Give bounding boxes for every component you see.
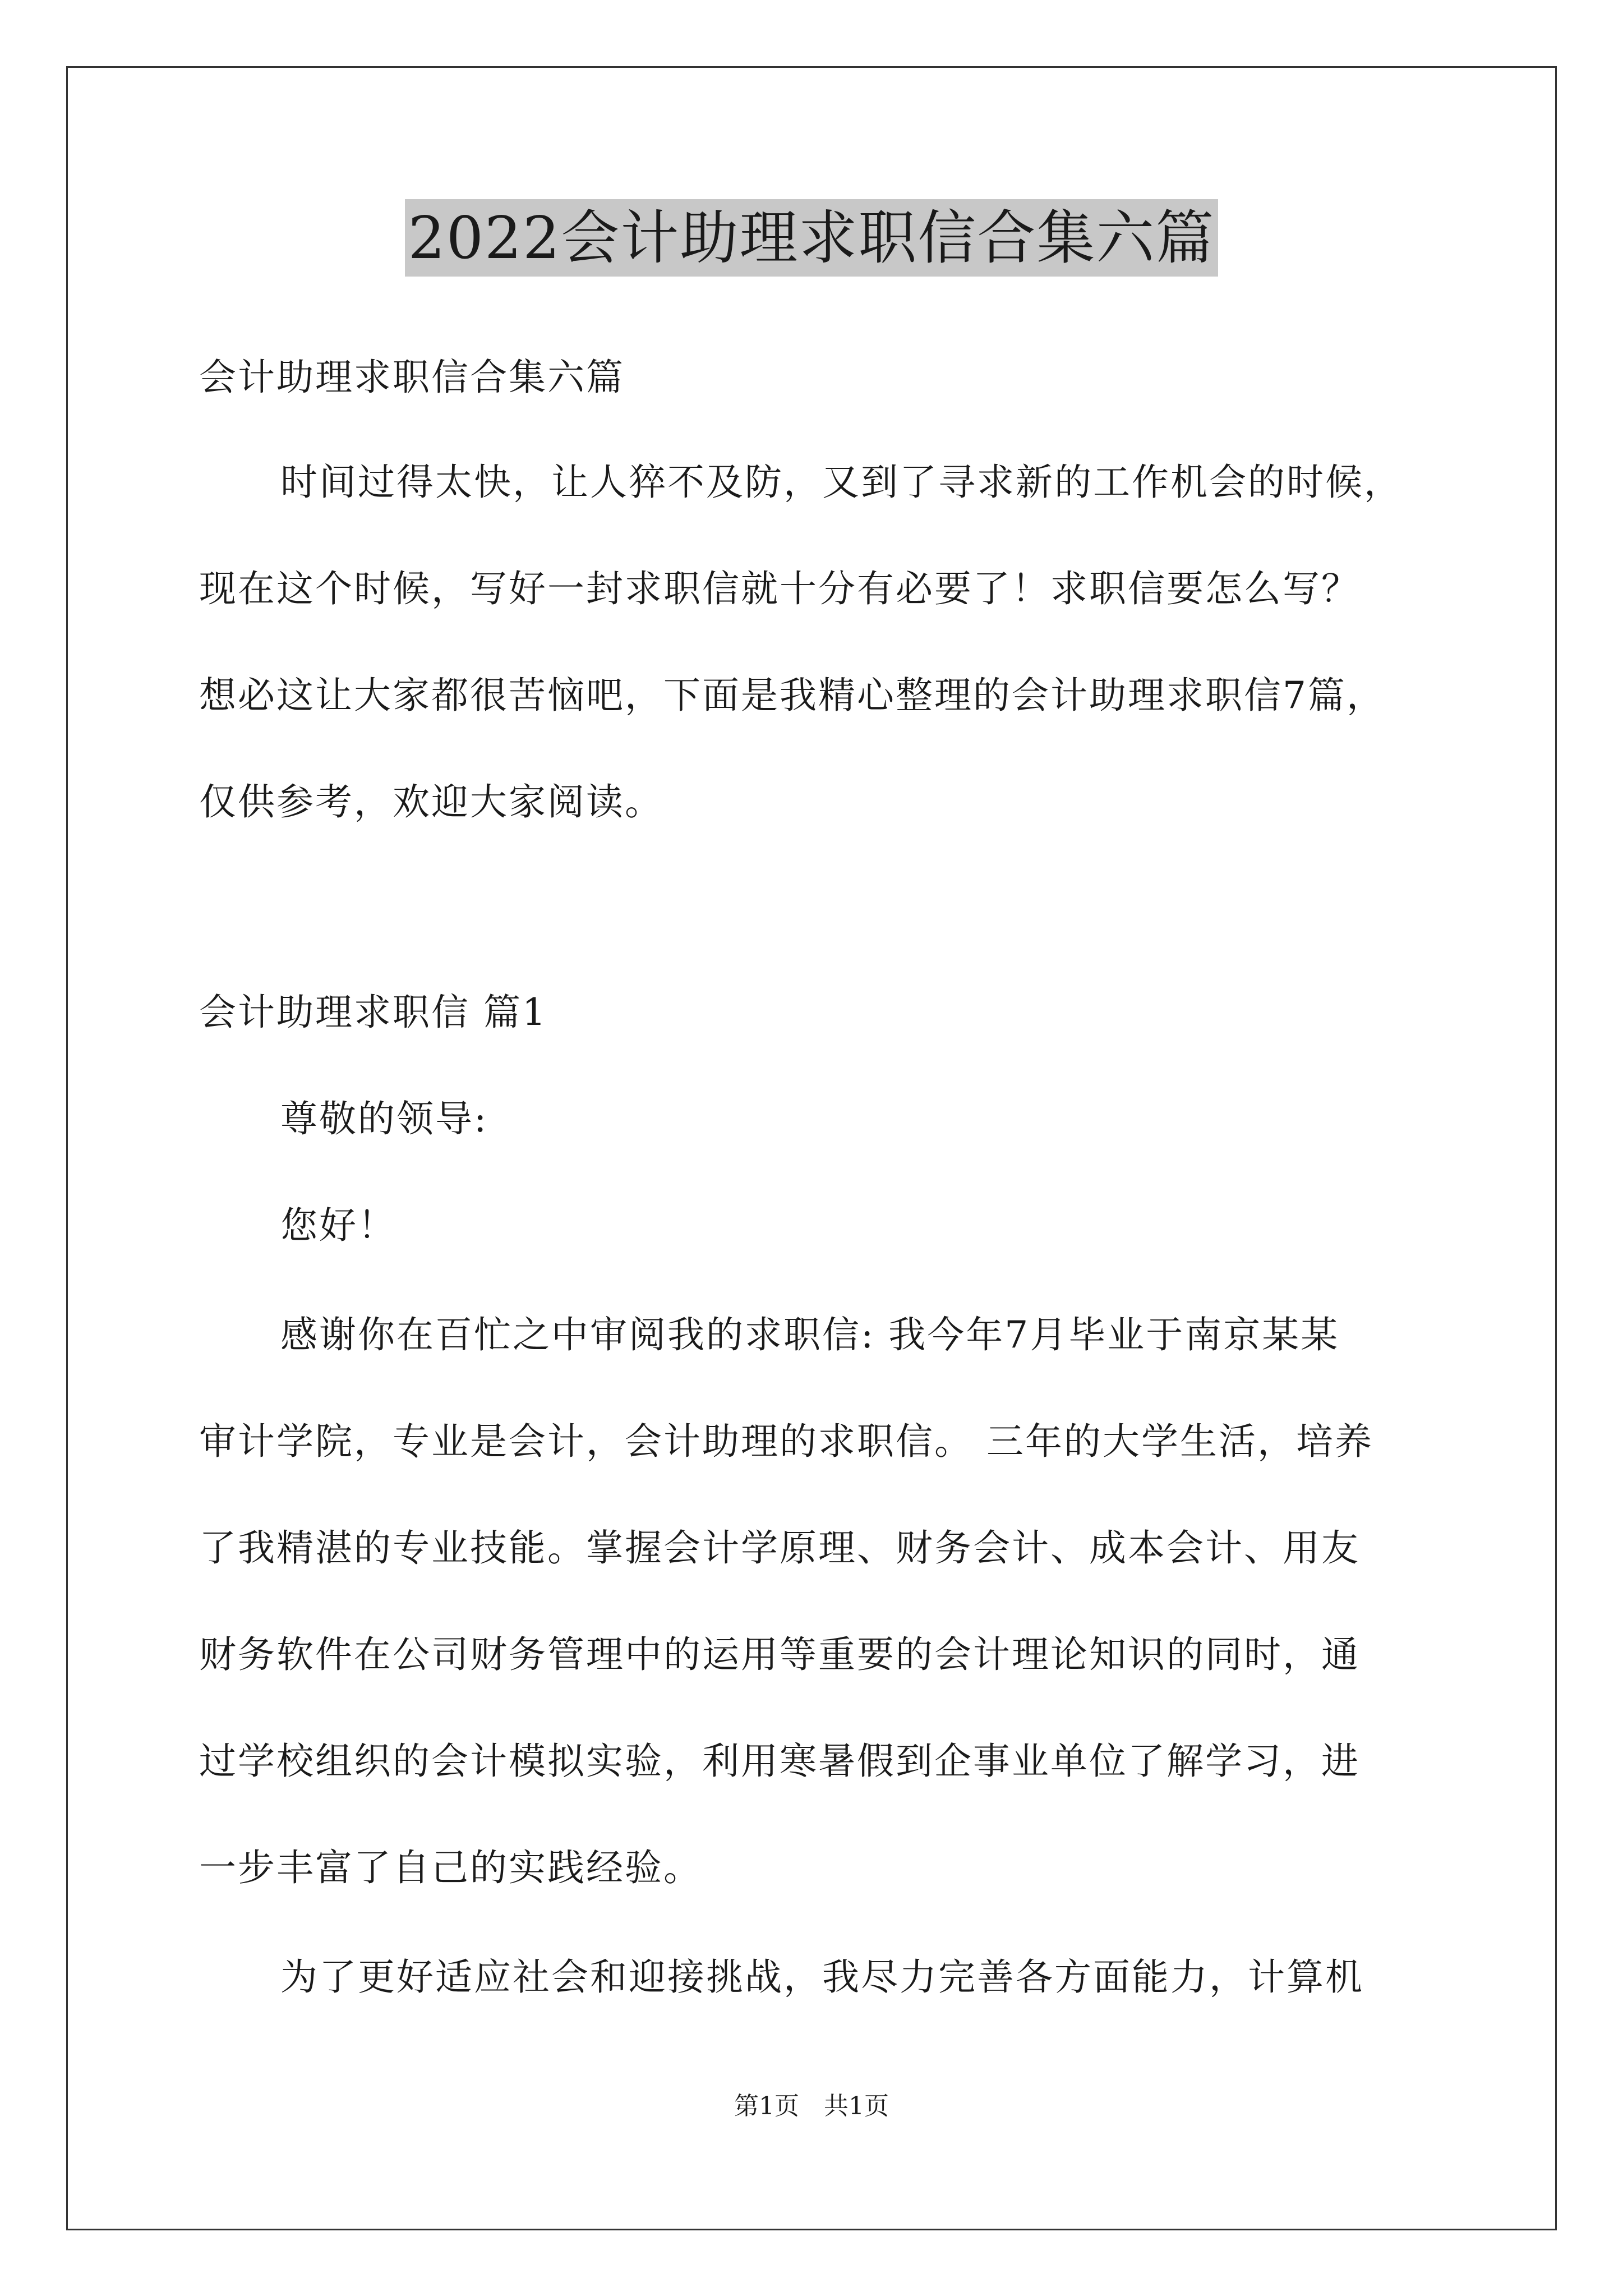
body-line: 了我精湛的专业技能。掌握会计学原理、财务会计、成本会计、用友	[199, 1526, 1360, 1570]
document-subtitle: 会计助理求职信合集六篇	[199, 356, 625, 399]
greeting: 您好！	[280, 1204, 396, 1247]
salutation: 尊敬的领导:	[280, 1097, 488, 1140]
intro-line: 想必这让大家都很苦恼吧，下面是我精心整理的会计助理求职信7篇，	[199, 674, 1385, 717]
body-line: 过学校组织的会计模拟实验，利用寒暑假到企事业单位了解学习，进	[199, 1740, 1360, 1783]
intro-line: 现在这个时候，写好一封求职信就十分有必要了！求职信要怎么写？	[199, 567, 1360, 610]
intro-line: 时间过得太快，让人猝不及防，又到了寻求新的工作机会的时候，	[280, 461, 1403, 504]
section-heading: 会计助理求职信 篇1	[199, 991, 547, 1034]
document-title: 2022会计助理求职信合集六篇	[405, 199, 1219, 277]
body-line: 财务软件在公司财务管理中的运用等重要的会计理论知识的同时，通	[199, 1633, 1360, 1676]
intro-line: 仅供参考，欢迎大家阅读。	[199, 780, 663, 823]
page-number: 第1页 共1页	[734, 2092, 889, 2120]
body-line: 感谢你在百忙之中审阅我的求职信: 我今年7月毕业于南京某某	[280, 1313, 1340, 1356]
body-line: 审计学院，专业是会计，会计助理的求职信。 三年的大学生活，培养	[199, 1420, 1373, 1463]
body-line: 为了更好适应社会和迎接挑战，我尽力完善各方面能力，计算机	[280, 1955, 1364, 1999]
title-container	[0, 199, 1623, 277]
body-line: 一步丰富了自己的实践经验。	[199, 1846, 702, 1889]
